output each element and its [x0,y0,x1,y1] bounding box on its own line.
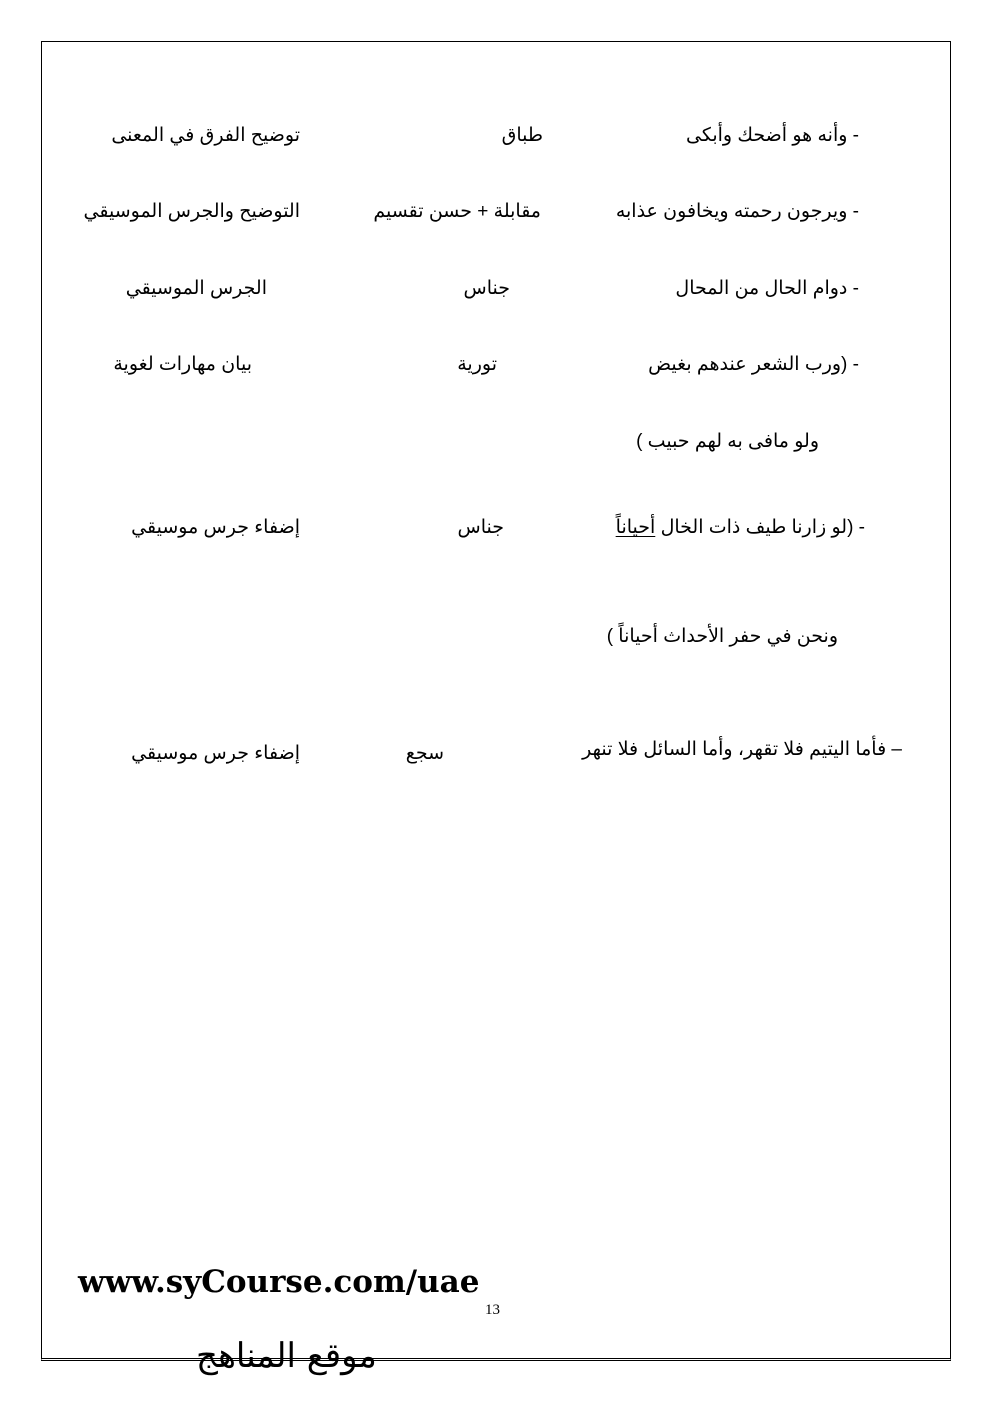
page-border [41,41,951,1361]
example-text: - (ورب الشعر عندهم بغيض [648,354,859,375]
device-label: سجع [405,743,444,764]
purpose-label: إضفاء جرس موسيقي [131,517,300,538]
device-label: طباق [501,125,543,146]
purpose-label: إضفاء جرس موسيقي [131,743,300,764]
website-link[interactable]: www.syCourse.com/uae [78,1264,480,1300]
device-label: تورية [457,354,497,375]
device-label: جناس [457,517,504,538]
example-text: – فأما اليتيم فلا تقهر، وأما السائل فلا تنهر [582,739,902,760]
example-text [616,516,865,540]
example-text-prefix: - (لو زارنا طيف ذات الخال [660,517,865,538]
example-text: - دوام الحال من المحال [675,278,859,299]
purpose-label: التوضيح والجرس الموسيقي [83,201,300,222]
example-text-line2: ولو مافى به لهم حبيب ) [636,431,819,452]
page-number: 13 [485,1302,500,1318]
purpose-label: توضيح الفرق في المعنى [111,125,300,146]
purpose-label: الجرس الموسيقي [125,278,267,299]
example-text-line2: ونحن في حفر الأحداث أحياناً ) [606,626,838,647]
brand-logo-text: موقع المناهج [196,1336,377,1376]
purpose-label: بيان مهارات لغوية [113,354,252,375]
device-label: جناس [463,278,510,299]
underlined-word: أحياناً [615,517,656,538]
device-label: مقابلة + حسن تقسيم [373,201,541,222]
example-text: - ويرجون رحمته ويخافون عذابه [615,201,859,222]
example-text: - وأنه هو أضحك وأبكى [686,125,859,146]
